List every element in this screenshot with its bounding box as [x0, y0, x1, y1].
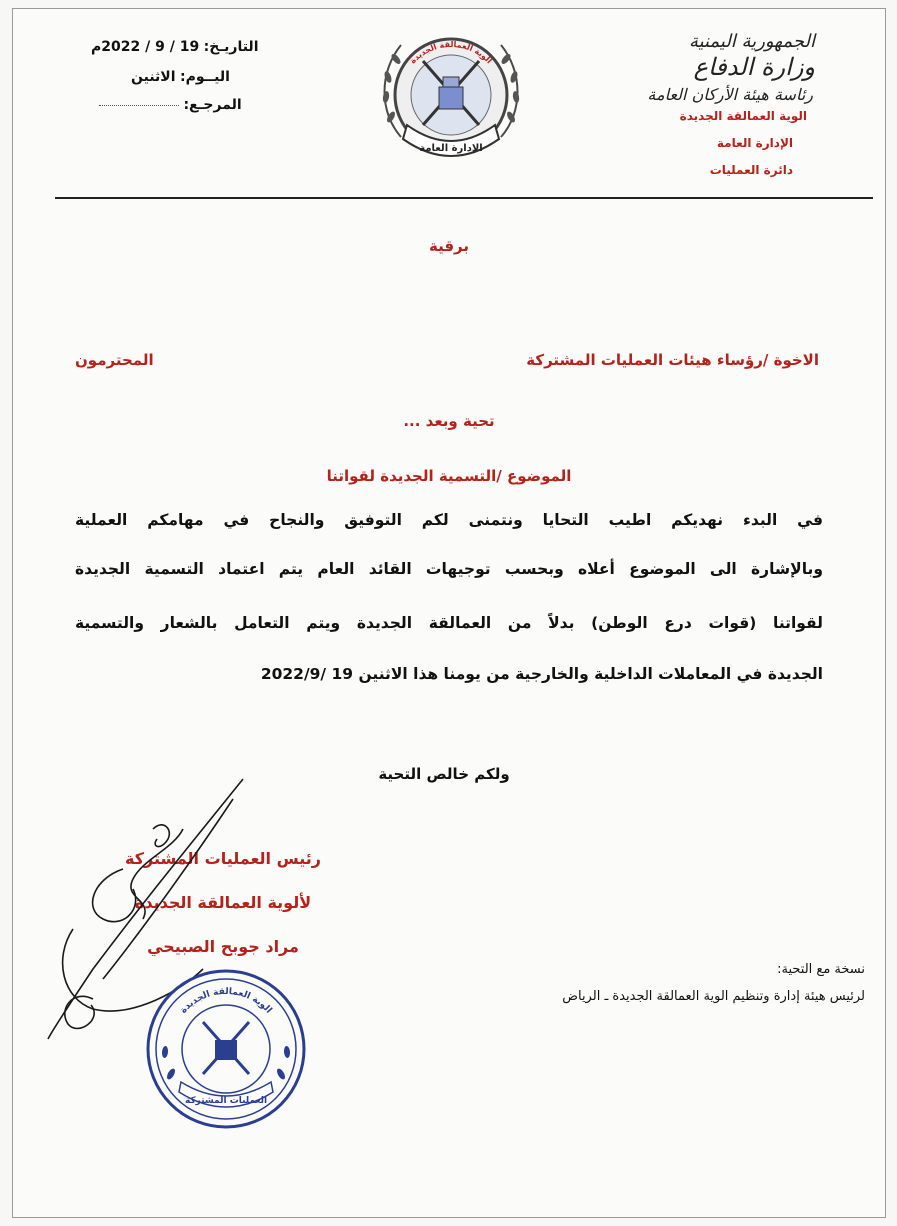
- body-line-4: الجديدة في المعاملات الداخلية والخارجية من يومنا هذا الاثنين 19 /2022/9: [260, 665, 823, 683]
- header-republic: الجمهورية اليمنية: [688, 31, 815, 52]
- body-line-3: لقواتنا (قوات درع الوطن) بدلاً من العمالقة الجديدة ويتم التعامل بالشعار والتسمية: [75, 614, 823, 632]
- letter-page: [12, 8, 886, 1218]
- header-ministry: وزارة الدفاع: [693, 53, 815, 81]
- stamp-top-text: الوية العمالقة الجديدة: [178, 986, 274, 1016]
- date-label: التاريـخ:: [203, 39, 259, 55]
- body-line-1: في البدء نهديكم اطيب التحايا ونتمنى لكم التوفيق والنجاح في مهامكم العملية: [75, 511, 823, 529]
- subject-line: الموضوع /التسمية الجديدة لقواتنا: [326, 467, 572, 485]
- day-label: اليــوم:: [179, 69, 230, 85]
- header-general-admin: الإدارة العامة: [716, 136, 793, 150]
- date-value: 19 / 9 / 2022م: [91, 39, 200, 55]
- reference-line: [93, 97, 242, 113]
- document-title: برقية: [428, 237, 469, 255]
- greeting: تحية وبعد ...: [403, 412, 495, 430]
- copy-label: نسخة مع التحية:: [777, 962, 865, 977]
- copy-recipient: لرئيس هيئة إدارة وتنظيم الوية العمالقة الجديدة ـ الرياض: [562, 989, 865, 1004]
- header-operations-dept: دائرة العمليات: [709, 163, 793, 177]
- day-line: [131, 69, 230, 85]
- reference-dots: [99, 105, 179, 106]
- brigade-emblem-logo: [371, 17, 531, 177]
- day-value: الاثنين: [131, 69, 176, 85]
- emblem-bottom-text: الإدارة العامة: [419, 143, 483, 154]
- stamp-bottom-text: العمليات المشتركة: [184, 1096, 268, 1106]
- header-brigades: الوية العمالقة الجديدة: [679, 109, 807, 123]
- operations-stamp-seal: [141, 964, 311, 1134]
- closing-regards: ولكم خالص التحية: [378, 765, 510, 783]
- signatory-name: مراد جوبح الصبيحي: [147, 937, 299, 956]
- body-line-2: وبالإشارة الى الموضوع أعلاه وبحسب توجيهات القائد العام يتم اعتماد التسمية الجديدة: [75, 560, 823, 578]
- header-divider: [55, 197, 873, 199]
- addressee-honorific: المحترمون: [75, 351, 154, 369]
- signatory-title: رئيس العمليات المشتركة: [125, 849, 321, 868]
- signatory-unit: لألوية العمالقة الجديدة: [134, 893, 312, 912]
- emblem-top-text: الوية العمالقة الجديدة: [408, 39, 494, 66]
- addressee: الاخوة /رؤساء هيئات العمليات المشتركة: [526, 351, 819, 369]
- reference-label: المرجـع:: [183, 97, 242, 113]
- date-line: [91, 39, 259, 55]
- header-chief-of-staff: رئاسة هيئة الأركان العامة: [647, 85, 813, 104]
